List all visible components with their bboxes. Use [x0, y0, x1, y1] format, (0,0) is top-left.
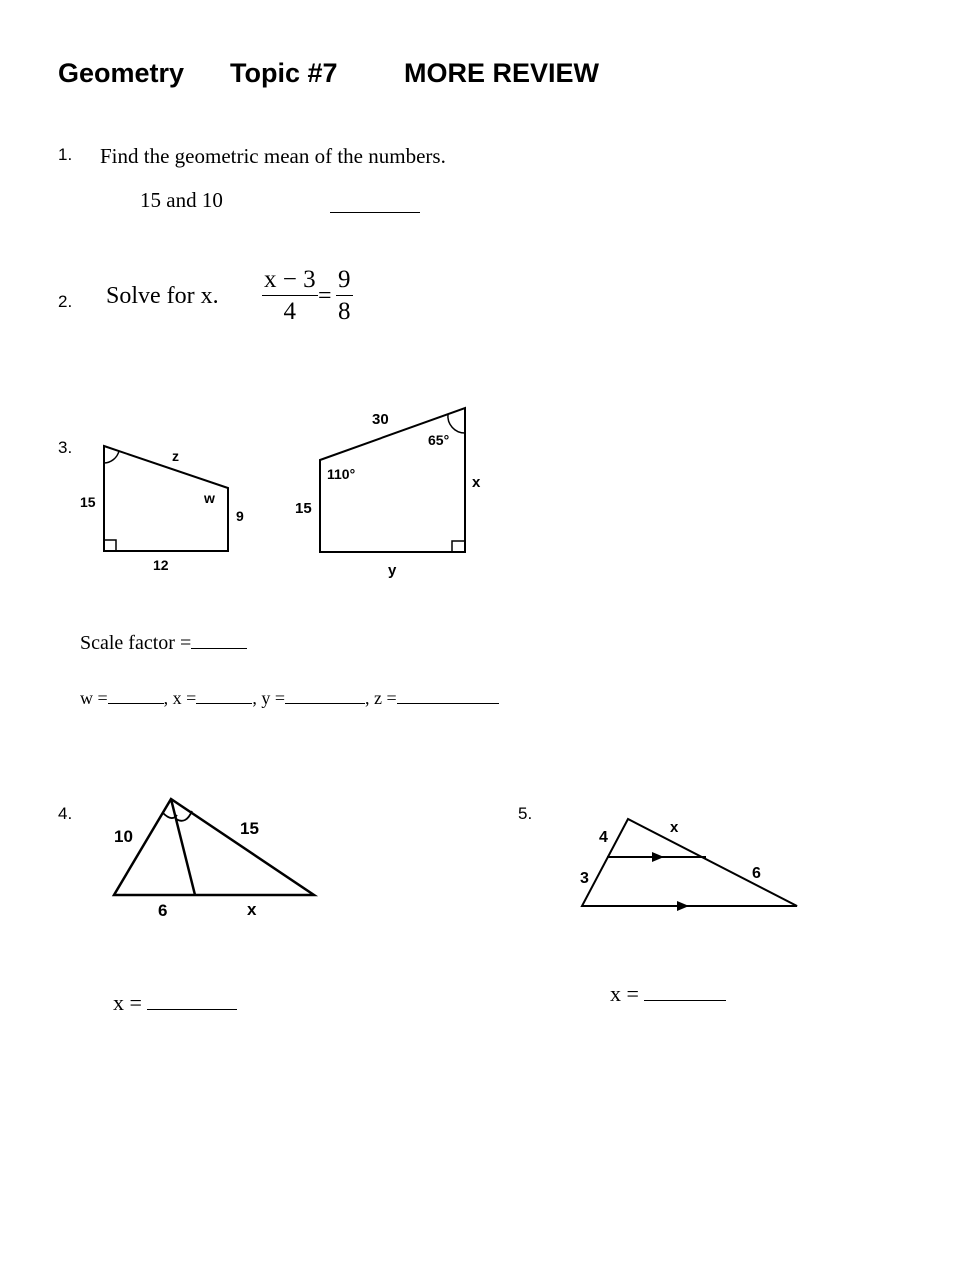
- label-65-degrees: 65°: [428, 432, 450, 448]
- label-15: 15: [240, 819, 259, 838]
- question-4-answer-label: x =: [113, 990, 142, 1015]
- question-1-prompt: Find the geometric mean of the numbers.: [100, 144, 446, 168]
- y-blank: [285, 689, 365, 704]
- question-5-answer-blank: [644, 986, 726, 1001]
- question-4-triangle: [114, 799, 314, 920]
- question-2-number: 2.: [58, 292, 73, 311]
- label-4: 4: [599, 829, 608, 846]
- scale-factor-line: [80, 632, 247, 655]
- angle-arc-mark: [104, 451, 119, 463]
- right-angle-mark: [452, 541, 465, 552]
- label-15-large: 15: [295, 500, 312, 517]
- question-5-triangle: [580, 819, 797, 911]
- question-5-answer: [610, 981, 726, 1007]
- z-blank: [397, 689, 499, 704]
- label-6: 6: [158, 901, 168, 920]
- label-w: w: [204, 490, 215, 506]
- parallel-arrow-icon: [652, 852, 664, 862]
- rhs-denominator: 8: [338, 298, 351, 325]
- label-30: 30: [372, 411, 389, 428]
- y-label: , y =: [252, 688, 285, 708]
- unknowns-line: [80, 688, 499, 709]
- label-x: x: [247, 900, 257, 919]
- question-4-answer-blank: [147, 995, 237, 1010]
- equals-sign: =: [318, 283, 332, 309]
- label-y: y: [388, 562, 397, 579]
- subject-title: Geometry: [58, 58, 185, 88]
- label-110-degrees: 110°: [327, 466, 356, 482]
- question-3-number: 3.: [58, 438, 73, 457]
- parallel-arrow-icon: [677, 901, 689, 911]
- question-2-prompt: Solve for x.: [106, 283, 219, 309]
- w-blank: [108, 689, 164, 704]
- right-angle-mark: [104, 540, 116, 551]
- label-12: 12: [153, 557, 169, 573]
- x-label: , x =: [163, 688, 197, 708]
- question-1-numbers: 15 and 10: [140, 188, 223, 212]
- large-quadrilateral: [295, 408, 481, 579]
- label-9: 9: [236, 508, 244, 524]
- label-x: x: [670, 819, 679, 836]
- question-5-number: 5.: [518, 804, 533, 823]
- review-title: MORE REVIEW: [404, 58, 600, 88]
- topic-title: Topic #7: [230, 58, 338, 88]
- scale-factor-label: Scale factor =: [80, 632, 192, 654]
- lhs-denominator: 4: [283, 298, 297, 325]
- z-label: , z =: [364, 688, 397, 708]
- label-x: x: [472, 474, 481, 491]
- small-quadrilateral: [80, 446, 244, 573]
- label-15-left: 15: [80, 494, 96, 510]
- question-1-number: 1.: [58, 145, 73, 164]
- rhs-numerator: 9: [336, 265, 353, 296]
- question-4-number: 4.: [58, 804, 73, 823]
- w-label: w =: [80, 688, 108, 708]
- label-10: 10: [114, 827, 133, 846]
- label-3: 3: [580, 870, 589, 887]
- scale-factor-blank: [191, 634, 247, 649]
- lhs-numerator: x − 3: [262, 265, 318, 296]
- angle-arc-mark: [448, 414, 465, 433]
- x-blank: [196, 689, 252, 704]
- question-4-answer: [113, 990, 237, 1016]
- question-5-answer-label: x =: [610, 981, 639, 1006]
- label-z: z: [172, 448, 179, 464]
- label-6: 6: [752, 865, 761, 882]
